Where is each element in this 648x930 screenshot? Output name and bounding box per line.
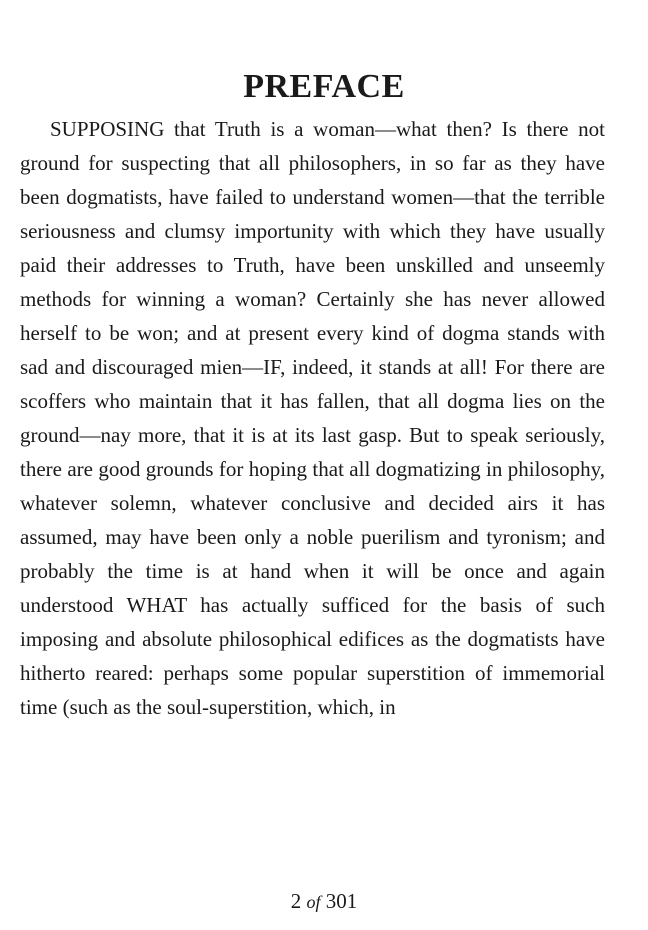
body-paragraph: SUPPOSING that Truth is a woman—what then? Is there not ground for suspecting that all philosophers, in so far as they have been dogmatists, have failed to understand women—that the terrible seriousness and clumsy importunity with which they have usually paid their addresses to Truth, have been unskilled and unseemly methods for winning a woman? Certainly she has never allowed herself to be won; and at present every kind of dogma stands with sad and discouraged mien—IF, indeed, it stands at all! For there are scoffers who maintain that it has fallen, that all dogma lies on the ground—nay more, that it is at its last gasp. But to speak seriously, there are good grounds for hoping that all dogmatizing in philosophy, whatever solemn, whatever conclusive and decided airs it has assumed, may have been only a noble puerilism and tyronism; and probably the time is at hand when it will be once and again understood WHAT has actually sufficed for the basis of such imposing and absolute philosophical edifices as the dogmatists have hitherto reared: perhaps some popular superstition of immemorial time (such as the soul-superstition, which, in: [20, 117, 605, 719]
page-separator: of: [306, 892, 321, 912]
current-page-number: 2: [290, 889, 302, 913]
page-title: PREFACE: [243, 67, 405, 105]
total-page-count: 301: [325, 889, 358, 913]
page-number: [0, 884, 648, 919]
